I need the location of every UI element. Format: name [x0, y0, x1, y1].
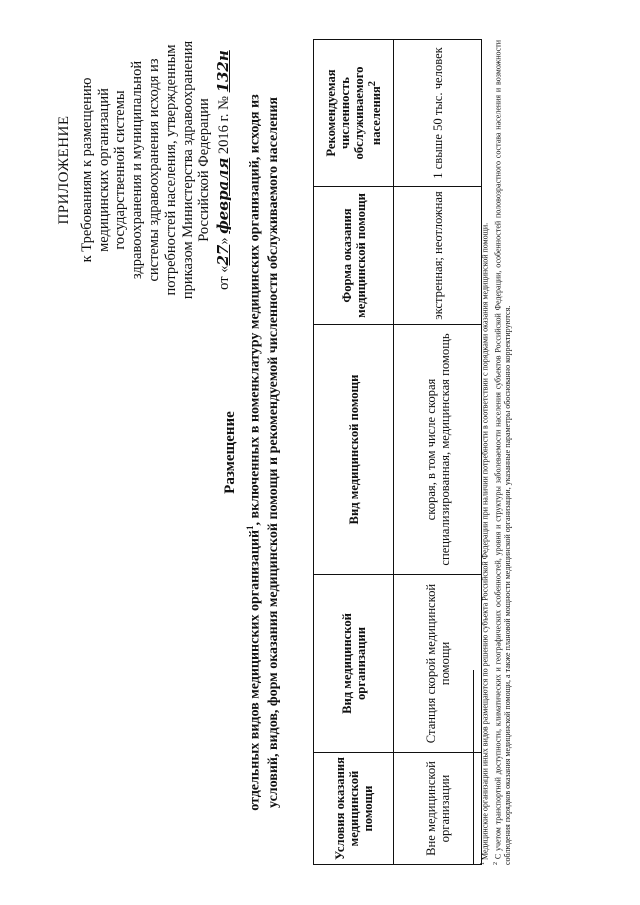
appendix-line: потребностей населения, утвержденным [162, 44, 179, 296]
footnotes [478, 40, 513, 865]
table-header-cell: Вид медицинской организации [314, 575, 394, 753]
table-header-cell: Вид медицинской помощи [314, 325, 394, 575]
handwritten-order-number: 132н [214, 50, 233, 93]
table-cell: экстренная; неотложная [394, 187, 482, 325]
table-cell: Вне медицинской организации [394, 753, 482, 865]
date-mid: » [216, 237, 233, 245]
table-cell: 1 свыше 50 тыс. человек [394, 40, 482, 187]
document-heading [222, 40, 284, 865]
placement-table [313, 39, 482, 865]
appendix-block [56, 25, 233, 315]
footnote-text: С учетом транспортной доступности, климатических и географических особенностей, уровня и структуры заболеваемости населения субъектов Российской Федерации, особенностей половозрастного состава населения и возможности соблюдения порядков оказания медицинской помощи, а также плановой мощности медицинской организации, указанные параметры обоснованно корректируются. [493, 39, 513, 865]
footnote-mark: 2 [492, 862, 499, 865]
table-row [394, 40, 482, 865]
footnote-1 [478, 40, 491, 865]
appendix-line: к Требованиям к размещению [78, 77, 95, 263]
footnote-divider [473, 670, 474, 865]
table-header-cell-population [314, 40, 394, 187]
table-header-row [314, 40, 394, 865]
appendix-line: здравоохранения и муниципальной [129, 60, 146, 280]
handwritten-month: февраля [214, 157, 233, 234]
appendix-title: ПРИЛОЖЕНИЕ [56, 115, 72, 225]
table-cell: Станция скорой медицинской помощи [394, 575, 482, 753]
heading-line-1-rest: , включенных в номенклатуру медицинских организаций, исходя из [247, 94, 263, 526]
population-header-text: Рекомендуемая численность обслуживаемого населения [323, 66, 384, 160]
footnote-ref-2: 2 [366, 80, 378, 87]
footnote-ref-1: 1 [245, 525, 255, 530]
heading-line-2: условий, видов, форм оказания медицинской помощи и рекомендуемой численности обслуживаемого населения [266, 97, 282, 808]
handwritten-day: 27 [214, 244, 233, 266]
table-header-cell: Форма оказания медицинской помощи [314, 187, 394, 325]
footnote-2 [491, 40, 514, 865]
appendix-line: медицинских организаций [95, 88, 112, 252]
heading-title: Размещение [222, 411, 238, 494]
table-cell: скорая, в том числе скорая специализированная, медицинская помощь [394, 325, 482, 575]
heading-line-1 [241, 40, 265, 865]
heading-line-1-text: отдельных видов медицинских организаций [247, 529, 263, 811]
appendix-line: приказом Министерства здравоохранения [179, 40, 196, 300]
appendix-line: государственной системы [112, 90, 129, 250]
table-header-cell: Условия оказания медицинской помощи [314, 753, 394, 865]
appendix-line: Российской Федерации [196, 98, 213, 242]
footnote-mark: 1 [480, 862, 486, 865]
footnote-text: Медицинские организации иных видов размещаются по решению субъекта Российской Федерации при наличии потребности в соответствии с порядками оказания медицинской помощи. [480, 222, 490, 860]
appendix-line: системы здравоохранения исходя из [145, 58, 162, 282]
date-year: 2016 г. № [216, 96, 233, 155]
date-prefix: от « [216, 265, 233, 290]
